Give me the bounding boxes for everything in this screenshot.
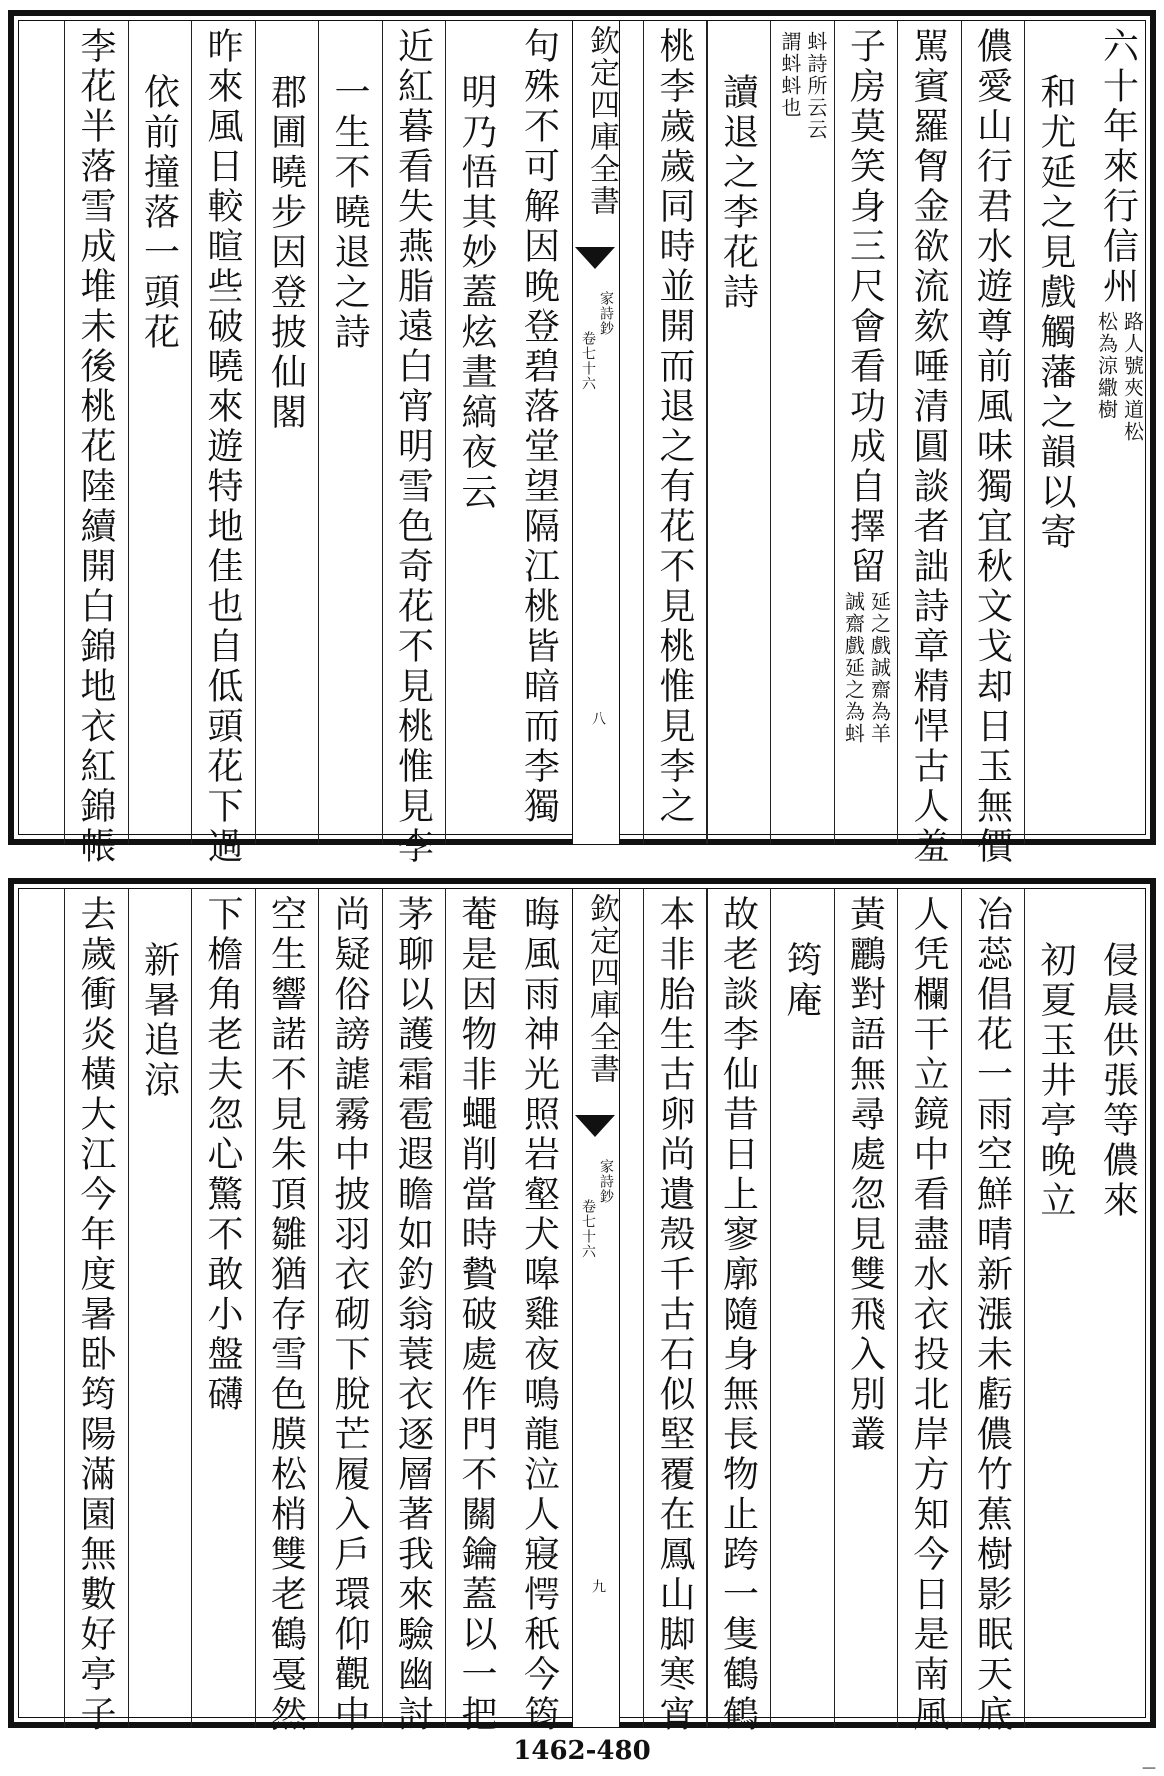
top-column-13-text: 郡圃曉步因登披仙閣 (265, 73, 307, 433)
top-column-15-text: 依前撞落一頭花 (138, 73, 180, 353)
bottom-column-4-text: 人凭欄干立鏡中看盡水衣投北岸方知今日是南風 (908, 895, 949, 1735)
bottom-column-15-text: 新暑追涼 (138, 941, 180, 1101)
bottom-column-12 (318, 889, 382, 1735)
top-column-11-text: 近紅暮看失燕脂遠白宵明雪色奇花不見桃惟見李 (392, 27, 434, 867)
top-column-11 (382, 21, 446, 867)
bottom-column-15 (128, 889, 192, 1727)
top-column-5-note-2: 誠齋戲延之為蚪 (841, 591, 866, 745)
bottom-column-2-text: 初夏玉井亭晚立 (1035, 941, 1076, 1221)
bottom-page-inner-border (18, 888, 1146, 1735)
top-column-6-note-2: 謂蚪蚪也 (778, 31, 802, 119)
top-column-7 (707, 21, 771, 844)
bottom-column-2 (1024, 889, 1088, 1727)
top-column-4 (897, 21, 961, 867)
bottom-center-sub: 家詩鈔 (598, 1159, 614, 1204)
top-column-12-text: 一生不曉退之詩 (329, 73, 370, 353)
top-column-1-text: 六十年來行信州 (1097, 27, 1139, 307)
top-column-5 (834, 21, 898, 844)
top-column-4-text: 駡賓羅胷金欲流欬唾清圓談者詘詩章精悍古人羞 (908, 27, 949, 867)
bottom-center-vol: 卷七十六 (580, 1199, 596, 1259)
bottom-column-8 (643, 889, 707, 1735)
bottom-center-title: 欽定四庫全書 (584, 893, 619, 1085)
bottom-column-4 (897, 889, 961, 1735)
top-column-12 (318, 21, 382, 844)
top-column-1-note-2: 松為涼繖樹 (1094, 311, 1119, 421)
bottom-column-9-text: 晦風雨神光照岩壑犬嗥雞夜鳴龍泣人寢愕秖今筠 (518, 895, 560, 1735)
bottom-column-16 (64, 889, 128, 1735)
top-center-title: 欽定四庫全書 (584, 25, 619, 217)
top-column-6 (770, 21, 834, 844)
bottom-page-panel (8, 878, 1156, 1735)
top-column-14 (191, 21, 255, 867)
bottom-column-9 (509, 889, 573, 1735)
top-column-15 (128, 21, 192, 844)
bottom-column-13-text: 空生響諾不見朱頂雛猶存雪色膜松梢雙老鶴戞然 (265, 895, 307, 1735)
top-column-10 (445, 21, 509, 844)
top-fish-tail-mark (575, 247, 615, 269)
top-center-strip (572, 21, 620, 844)
bottom-column-10 (445, 889, 509, 1735)
bottom-column-10-text: 菴是因物非蠅削當時䞇破處作門不關鑰蓋以一把 (456, 895, 497, 1735)
bottom-column-14 (191, 889, 255, 1727)
bottom-column-14-text: 下檐角老夫忽心驚不敢小盤礴 (202, 895, 243, 1415)
top-column-1-note-1: 路人號夾道松 (1120, 311, 1145, 443)
bottom-column-7 (707, 889, 771, 1735)
top-page-panel (8, 10, 1156, 867)
top-column-3 (961, 21, 1025, 867)
top-column-16 (64, 21, 128, 867)
bottom-column-5 (834, 889, 898, 1727)
top-column-16-text: 李花半落雪成堆未後桃花陸續開白錦地衣紅錦帳 (75, 27, 116, 867)
top-column-9-text: 句殊不可解因晚登碧落堂望隔江桃皆暗而李獨 (518, 27, 560, 827)
bottom-column-3 (961, 889, 1025, 1735)
bottom-column-16-text: 去歲衝炎橫大江今年度暑卧筠陽滿園無數好亭子 (75, 895, 116, 1735)
bottom-column-3-text: 冶蕊倡花一雨空鮮晴新漲未虧儂竹蕉樹影眠天底 (971, 895, 1013, 1735)
top-column-9 (509, 21, 573, 844)
bottom-column-13 (255, 889, 319, 1735)
bottom-column-6 (770, 889, 834, 1727)
bottom-column-1 (1088, 889, 1152, 1727)
bottom-column-6-text: 筠庵 (781, 941, 822, 1021)
top-column-2 (1024, 21, 1088, 844)
top-column-8-text: 桃李歲歲同時並開而退之有花不見桃惟見李之 (654, 27, 695, 827)
top-column-5-text: 子房莫笑身三尺會看功成自擇留 (844, 27, 886, 587)
top-column-8 (643, 21, 707, 844)
bottom-column-11 (382, 889, 446, 1735)
page-number: 1462-480 (513, 1736, 651, 1766)
top-center-page: 八 (590, 711, 606, 726)
top-column-1 (1088, 21, 1152, 844)
top-column-5-note-1: 延之戲誠齋為羊 (867, 591, 892, 745)
top-center-vol: 卷七十六 (580, 331, 596, 391)
corner-mark: — (1142, 1760, 1156, 1776)
top-center-sub: 家詩鈔 (598, 291, 614, 336)
bottom-column-7-text: 故老談李仙昔日上寥廓隨身無長物止跨一隻鶴鶴 (717, 895, 759, 1735)
bottom-column-1-text: 侵晨供張等儂來 (1097, 941, 1139, 1221)
top-column-10-text: 明乃悟其妙蓋炫晝縞夜云 (456, 73, 497, 513)
bottom-column-8-text: 本非胎生古卵尚遺殼千古石似堅覆在鳳山脚寒宵 (654, 895, 695, 1735)
top-page-inner-border (18, 20, 1146, 867)
top-column-7-text: 讀退之李花詩 (717, 73, 759, 313)
bottom-column-5-text: 黃鸝對語無尋處忽見雙飛入別叢 (844, 895, 886, 1455)
bottom-center-page: 九 (590, 1579, 606, 1594)
top-column-3-text: 儂愛山行君水遊尊前風味獨宜秋文戈却日玉無價 (971, 27, 1013, 867)
bottom-center-strip (572, 889, 620, 1727)
top-column-2-text: 和尤延之見戲觸藩之韻以寄 (1035, 73, 1076, 553)
bottom-fish-tail-mark (575, 1115, 615, 1137)
top-column-14-text: 昨來風日較暄些破曉來遊特地佳也自低頭花下過 (202, 27, 243, 867)
bottom-column-11-text: 茅聊以護霜雹遐瞻如釣翁蓑衣逐層著我來驗幽討 (392, 895, 434, 1735)
top-column-6-note-1: 蚪詩所云云 (804, 31, 828, 141)
bottom-column-12-text: 尚疑俗謗謔霧中披羽衣砌下脫芒履入戶環仰觀中 (329, 895, 370, 1735)
top-column-13 (255, 21, 319, 844)
